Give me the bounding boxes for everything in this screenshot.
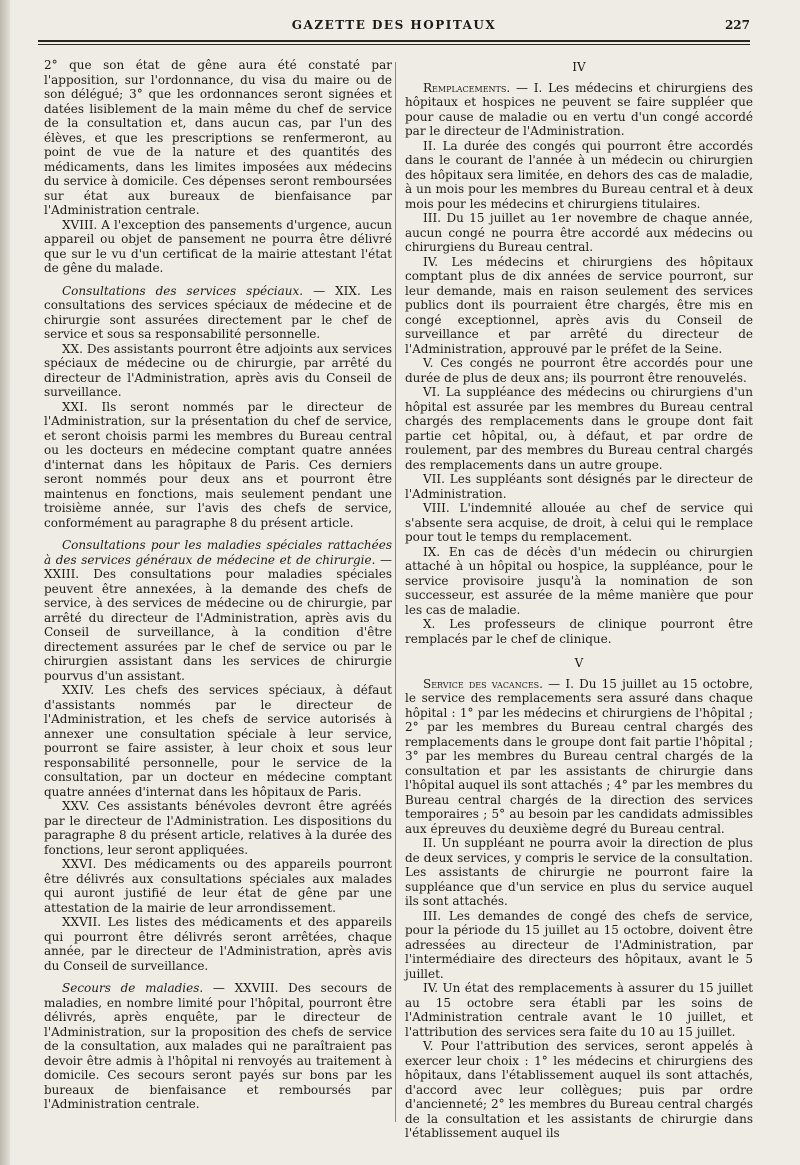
paragraph: Remplacements. — I. Les médecins et chirurgiens des hôpitaux et hospices ne peuvent se faire suppléer que pour cause de maladie ou en vertu d'un congé accordé par le directeur de l'Administration. [405, 80, 753, 138]
paragraph: XXI. Ils seront nommés par le directeur de l'Administration, sur la présentation du chef de service, et seront choisis parmi les membres du Bureau central ou les docteurs en médecine comptant quatre années d'internat dans les hôpitaux de Paris. Ces derniers seront nommés pour deux ans et pourront être maintenus en fonctions, mais seulement pendant une troisième année, sur l'avis des chefs de service, conformément au paragraphe 8 du présent article. [44, 399, 392, 530]
page-number: 227 [724, 18, 750, 32]
paragraph: III. Les demandes de congé des chefs de service, pour la période du 15 juillet au 15 octobre, doivent être adressées au directeur de l'Administration, par l'intermédiaire des directeurs des hôpitaux, avant le 5 juillet. [405, 908, 753, 981]
right-column [405, 58, 753, 1141]
paragraph: 2° que son état de gêne aura été constaté par l'apposition, sur l'ordonnance, du visa du maire ou de son délégué; 3° que les ordonnances seront signées et datées lisiblement de la main même du chef de service de la consultation et, dans aucun cas, par l'un des élèves, et que les prescriptions se renfermeront, au point de vue de la nature et des quantités des médicaments, dans les limites imposées aux médecins du service à domicile. Ces dépenses seront remboursées sur état aux bureaux de bienfaisance par l'Administration centrale. [44, 58, 392, 217]
header-rule-thin [38, 44, 750, 45]
section-heading: Secours de maladies. [62, 981, 204, 995]
paragraph: XXVII. Les listes des médicaments et des appareils qui pourront être délivrés seront arrêtées, chaque année, par le directeur de l'Administration, après avis du Conseil de surveillance. [44, 915, 392, 973]
paragraph: III. Du 15 juillet au 1er novembre de chaque année, aucun congé ne pourra être accordé aux médecins ou chirurgiens du Bureau central. [405, 211, 753, 254]
paragraph: V. Pour l'attribution des services, seront appelés à exercer leur choix : 1° les médecins et chirurgiens des hôpitaux, dans l'établissement auquel ils sont attachés, d'accord avec leur collègues; puis par ordre d'ancienneté; 2° les membres du Bureau central chargés de la consultation et les assistants de chirurgie dans l'établissement auquel ils [405, 1039, 753, 1140]
paragraph: IX. En cas de décès d'un médecin ou chirurgien attaché à un hôpital ou hospice, la suppléance, pour le service provisoire jusqu'à la nomination de son successeur, est assurée de la même manière que pour les cas de maladie. [405, 544, 753, 617]
paragraph: II. Un suppléant ne pourra avoir la direction de plus de deux services, y compris le service de la consultation. Les assistants de chirurgie ne pourront faire la suppléance que d'un service en plus du service auquel ils sont attachés. [405, 836, 753, 908]
paragraph: Consultations pour les maladies spéciales rattachées à des services généraux de médecine et de chirurgie. — XXIII. Des consultations pour maladies spéciales peuvent être annexées, à la demande des chefs de service, à des services de médecine ou de chirurgie, par arrêté du directeur de l'Administration, après avis du Conseil de surveillance, à la condition d'être directement assurées par le chef de service ou par le chirurgien assistant dans les services de chirurgie pourvus d'un assistant. [44, 538, 392, 683]
paragraph: VIII. L'indemnité allouée au chef de service qui s'absente sera acquise, de droit, à celui qui le remplace pour tout le temps du remplacement. [405, 501, 753, 544]
paragraph: X. Les professeurs de clinique pourront être remplacés par le chef de clinique. [405, 617, 753, 646]
page-edge [0, 0, 10, 1165]
section-heading: Service des vacances. [423, 676, 543, 691]
paragraph: Service des vacances. — I. Du 15 juillet au 15 octobre, le service des remplacements sera assuré dans chaque hôpital : 1° par les médecins et chirurgiens de l'hôpital ; 2° par les membres du Bureau central chargés des remplacements dans le groupe dont fait partie l'hôpital ; 3° par les membres du Bureau central chargés de la consultation et par les assistants de chirurgie dans l'hôpital auquel ils sont attachés ; 4° par les membres du Bureau central chargés de la direction des services temporaires ; 5° au besoin par les candidats admissibles aux épreuves du deuxième degré du Bureau central. [405, 676, 753, 836]
section-number: V [574, 656, 584, 670]
section-number: IV [572, 60, 586, 74]
paragraph: VII. Les suppléants sont désignés par le directeur de l'Administration. [405, 472, 753, 501]
section-heading: Consultations pour les maladies spéciales rattachées à des services généraux de médecine et de chirurgie. [44, 538, 392, 567]
paragraph: IV. Un état des remplacements à assurer du 15 juillet au 15 octobre sera établi par les soins de l'Administration centrale avant le 10 juillet, et l'attribution des services sera faite du 10 au 15 juillet. [405, 981, 753, 1039]
paragraph: II. La durée des congés qui pourront être accordés dans le courant de l'année à un médecin ou chirurgien des hôpitaux sera limitée, en dehors des cas de maladie, à un mois pour les membres du Bureau central et à deux mois pour les médecins et chirurgiens titulaires. [405, 138, 753, 211]
paragraph: XX. Des assistants pourront être adjoints aux services spéciaux de médecine ou de chirurgie, par arrêté du directeur de l'Administration, après avis du Conseil de surveillance. [44, 341, 392, 399]
section-heading: Remplacements. [423, 80, 511, 95]
column-divider [395, 62, 396, 1122]
header-rule-thick [38, 40, 750, 42]
paragraph: IV. Les médecins et chirurgiens des hôpitaux comptant plus de dix années de service pourront, sur leur demande, mais en raison seulement des services publics dont ils pourraient être chargés, être mis en congé exceptionnel, après avis du Conseil de surveillance et par arrêté du directeur de l'Administration, approuvé par le préfet de la Seine. [405, 254, 753, 356]
paragraph: XXVI. Des médicaments ou des appareils pourront être délivrés aux consultations spéciales aux malades qui auront justifié de leur état de gêne par une attestation de la mairie de leur arrondissement. [44, 857, 392, 915]
section-heading: Consultations des services spéciaux. [62, 283, 304, 298]
paragraph: XXIV. Les chefs des services spéciaux, à défaut d'assistants nommés par le directeur de l'Administration, et les chefs de service autorisés à annexer une consultation spéciale à leur service, pourront se faire assister, à leur choix et sous leur responsabilité personnelle, pour le service de la consultation, par un docteur en médecine comptant quatre années d'internat dans les hôpitaux de Paris. [44, 683, 392, 799]
paragraph: V. Ces congés ne pourront être accordés pour une durée de plus de deux ans; ils pourront être renouvelés. [405, 356, 753, 385]
paragraph: VI. La suppléance des médecins ou chirurgiens d'un hôpital est assurée par les membres du Bureau central chargés des remplacements dans le groupe dont fait partie cet hôpital, ou, à défaut, et par ordre de roulement, par des membres du Bureau central chargés des remplacements dans un autre groupe. [405, 385, 753, 472]
paragraph: Consultations des services spéciaux. — XIX. Les consultations des services spéciaux de médecine et de chirurgie sont assurées directement par le chef de service et sous sa responsabilité personnelle. [44, 283, 392, 341]
left-column [44, 58, 392, 1112]
paragraph: XXV. Ces assistants bénévoles devront être agréés par le directeur de l'Administration. Les dispositions du paragraphe 8 du présent article, relatives à la durée des fonctions, leur seront appliquées. [44, 799, 392, 857]
paragraph: XVIII. A l'exception des pansements d'urgence, aucun appareil ou objet de pansement ne pourra être délivré que sur le vu d'un certificat de la mairie attestant l'état de gêne du malade. [44, 217, 392, 275]
journal-title: GAZETTE DES HOPITAUX [291, 18, 497, 32]
paragraph: Secours de maladies. — XXVIII. Des secours de maladies, en nombre limité pour l'hôpital, pourront être délivrés, après enquête, par le directeur de l'Administration, sur la proposition des chefs de service de la consultation, aux malades qui ne paraîtraient pas devoir être admis à l'hôpital ni renvoyés au traitement à domicile. Ces secours seront payés sur bons par les bureaux de bienfaisance et remboursés par l'Administration centrale. [44, 981, 392, 1111]
